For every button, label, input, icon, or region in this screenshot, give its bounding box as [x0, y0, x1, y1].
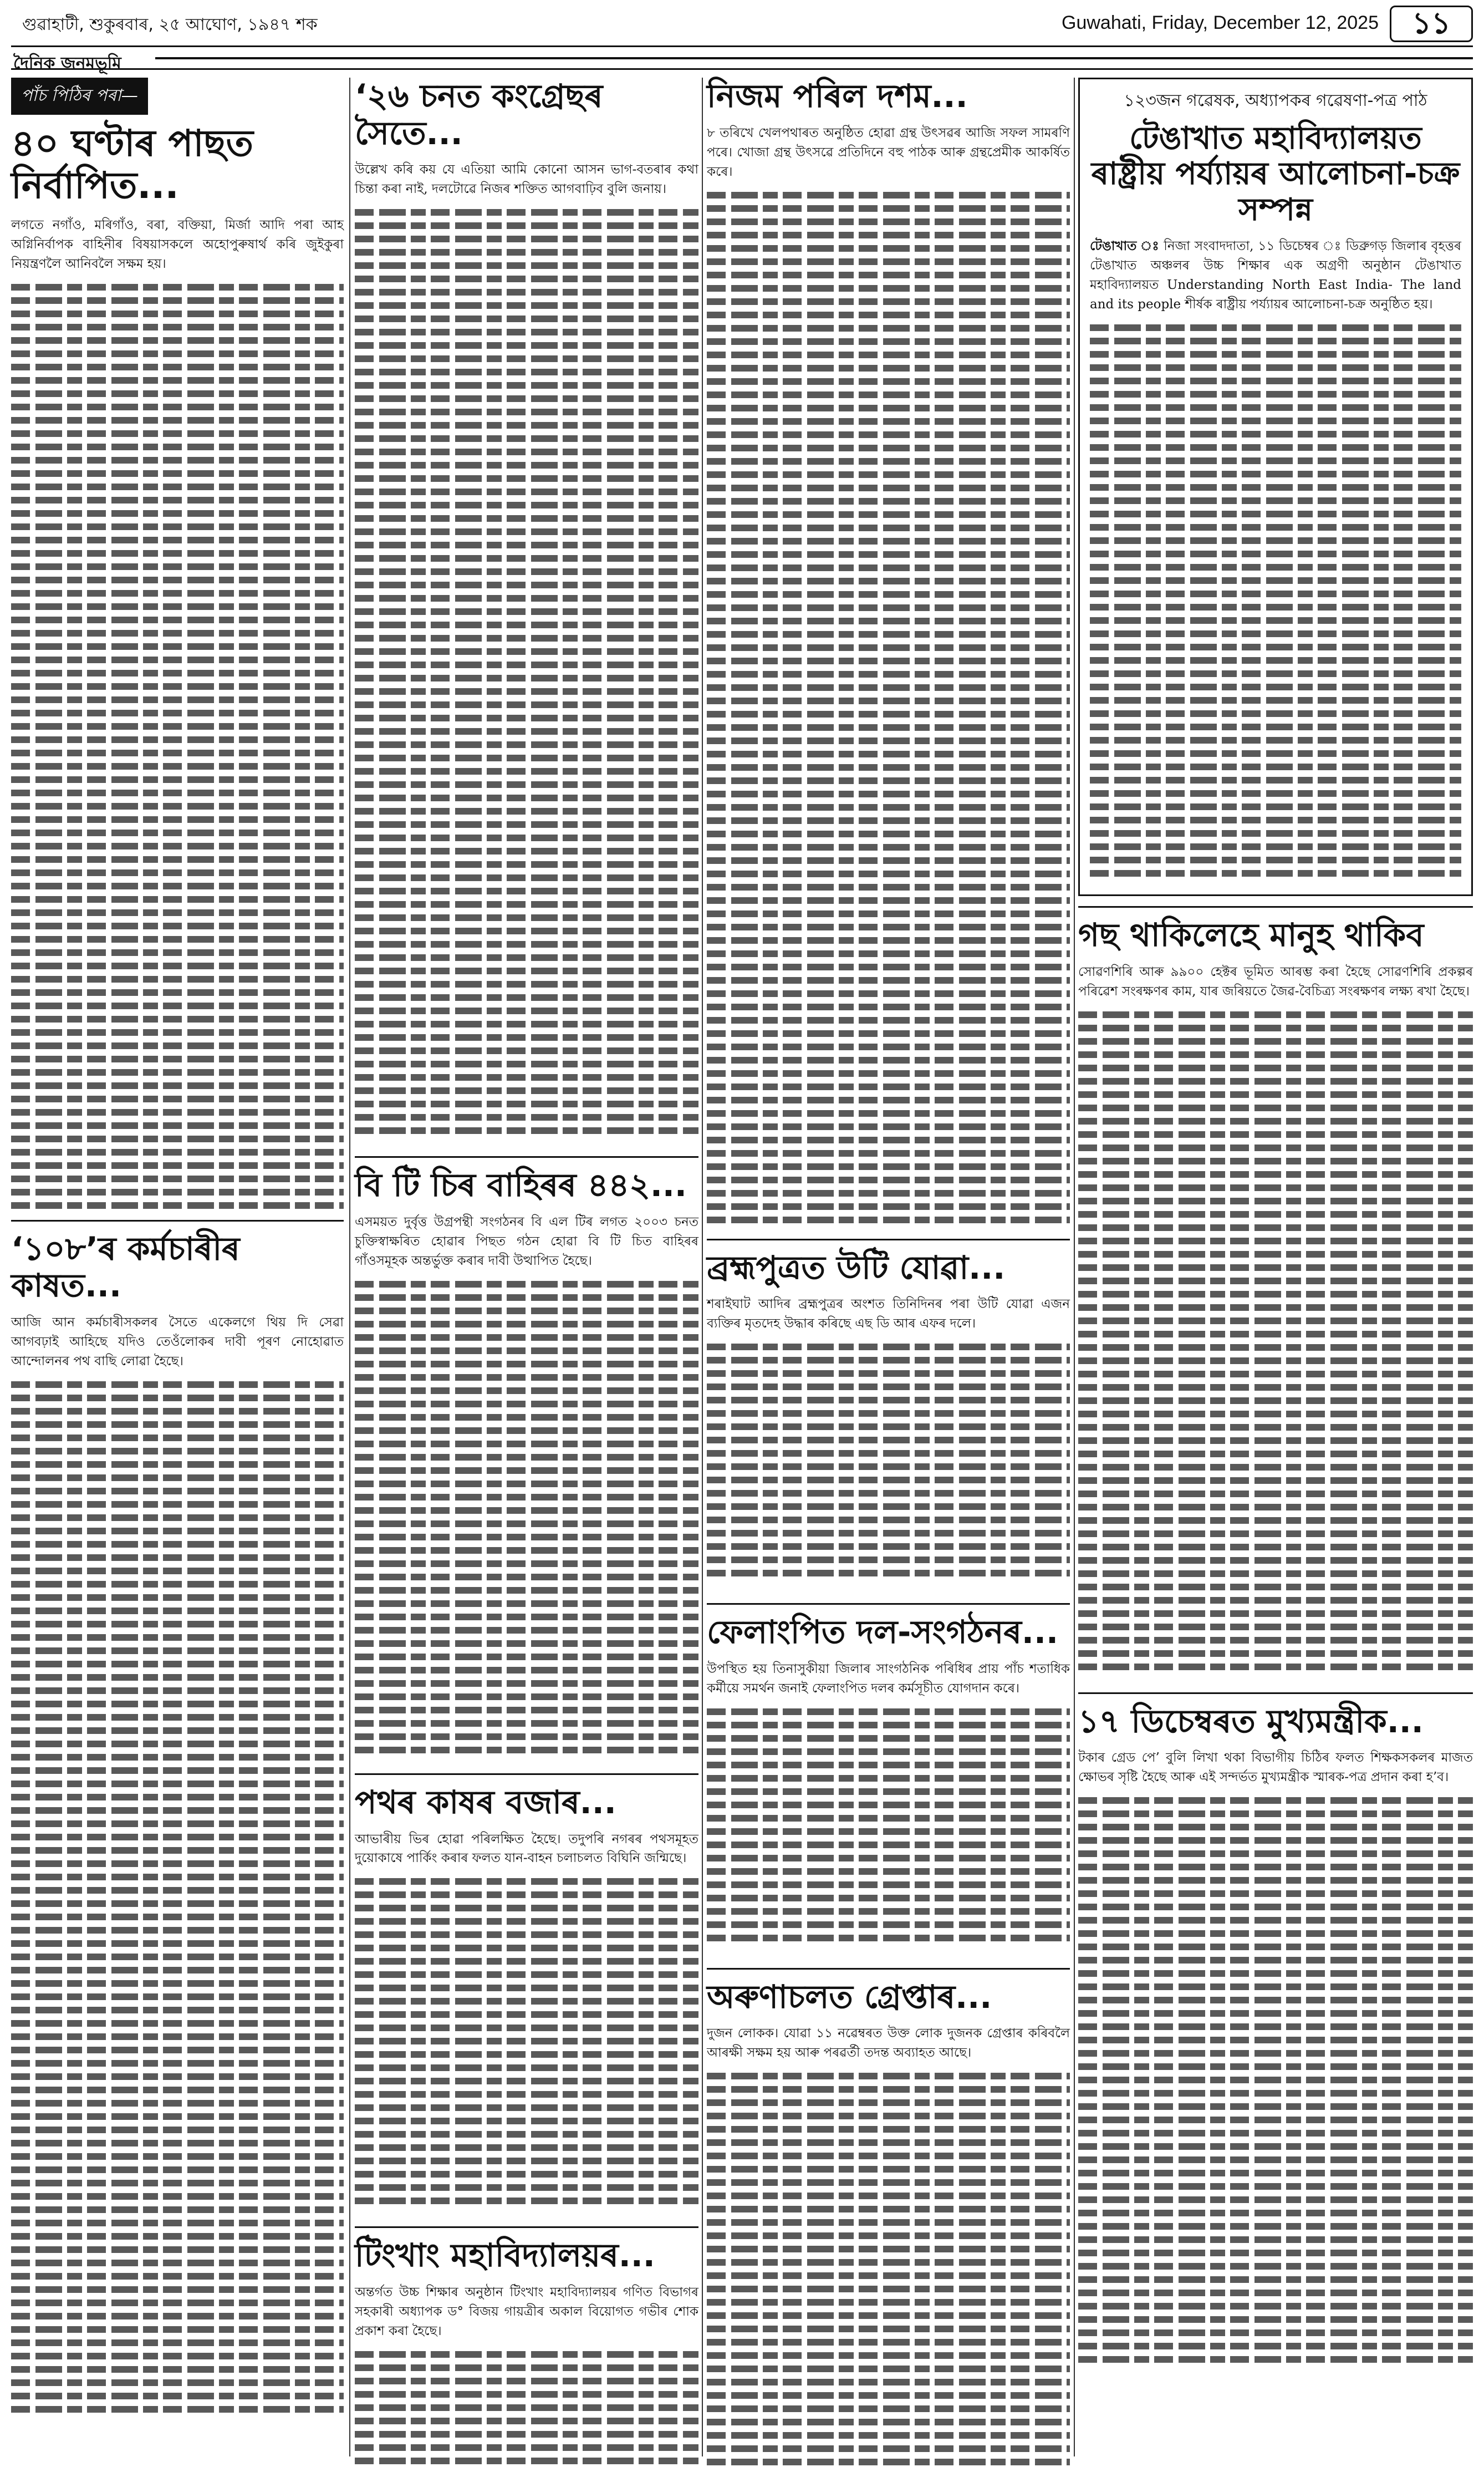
divider [355, 1156, 698, 1158]
article-text [355, 1873, 698, 2216]
headline-book-fair: নিজম পৰিল দশম... [707, 77, 968, 115]
story-body: শৰাইঘাট আদিৰ ব্ৰহ্মপুত্ৰৰ অংশত তিনিদিনৰ পৰা উটি যোৱা এজন ব্যক্তিৰ মৃতদেহ উদ্ধাৰ কৰিছে এছ ডি আৰ এফৰ দলে। [707, 1297, 1070, 1331]
page-number: ১১ [1390, 6, 1473, 42]
story-body: আজি আন কৰ্মচাৰীসকলৰ সৈতে একেলগে থিয় দি সেৱা আগবঢ়াই আহিছে যদিও তেওঁলোকৰ দাবী পূৰণ নোহোৱাত আন্দোলনৰ পথ বাছি লোৱা হৈছে। [11, 1315, 344, 1369]
boxed-story [1078, 78, 1473, 896]
headline-trees: গছ থাকিলেহে মানুহ থাকিব [1078, 915, 1424, 954]
divider [707, 1603, 1070, 1605]
divider [1078, 1692, 1473, 1694]
divider [11, 1220, 344, 1222]
date-local: গুৱাহাটী, শুকুৰবাৰ, ২৫ আঘোণ, ১৯৪৭ শক [22, 15, 318, 34]
date-english: Guwahati, Friday, December 12, 2025 [1062, 12, 1379, 33]
article-text [1078, 1006, 1473, 1682]
article-text [1090, 319, 1461, 884]
story-body: লগতে নগাঁও, মৰিগাঁও, বৰা, বক্তিয়া, মিৰ্জা আদি পৰা আহ অগ্নিনিৰ্বাপক বাহিনীৰ বিষয়াসকলে অহোপুৰুষাৰ্থ কৰি জুইকুৰা নিয়ন্ত্ৰণলৈ আনিবলৈ সক্ষম হয়। [11, 217, 344, 271]
column-divider [349, 78, 350, 2456]
divider [1078, 906, 1473, 908]
story-body: ৮ তৰিখে খেলপথাৰত অনুষ্ঠিত হোৱা গ্ৰন্থ উৎসৱৰ আজি সফল সামৰণি পৰে। খোজা গ্ৰন্থ উৎসৱে প্ৰতিদিনে বহু পাঠক আৰু গ্ৰন্থপ্ৰেমীক আকৰ্ষিত কৰে। [707, 125, 1070, 179]
headline-brahmaputra: ব্ৰহ্মপুত্ৰত উটি যোৱা... [707, 1248, 1006, 1286]
column-divider [1074, 78, 1075, 2456]
headline-fire-extinguished: ৪০ ঘণ্টাৰ পাছত নিৰ্বাপিত... [11, 122, 253, 207]
headline-tinkhong-college: টিংখাং মহাবিদ্যালয়ৰ... [355, 2236, 655, 2275]
divider [355, 2226, 698, 2228]
column-3 [707, 78, 1070, 2467]
divider [355, 1773, 698, 1775]
story-body: দুজন লোকক। যোৱা ১১ নৱেম্বৰত উক্ত লোক দুজনক গ্ৰেপ্তাৰ কৰিবলৈ আৰক্ষী সক্ষম হয় আৰু পৰৱৰ্তী তদন্ত অব্যাহত আছে। [707, 2026, 1070, 2061]
headline-108-staff: ‘১০৮’ৰ কৰ্মচাৰীৰ কাষত... [11, 1229, 240, 1305]
headline-chief-minister: ১৭ ডিচেম্বৰত মুখ্যমন্ত্ৰীক... [1078, 1702, 1424, 1740]
story-body: অন্তৰ্গত উচ্চ শিক্ষাৰ অনুষ্ঠান টিংখাং মহাবিদ্যালয়ৰ গণিত বিভাগৰ সহকাৰী অধ্যাপক ড° বিজয় গায়ত্ৰীৰ অকাল বিয়োগত গভীৰ শোক প্ৰকাশ কৰা হৈছে। [355, 2285, 698, 2339]
divider [707, 1968, 1070, 1970]
headline-felangpi: ফেলাংপিত দল-সংগঠনৰ... [707, 1613, 1059, 1651]
divider [707, 1239, 1070, 1240]
article-text [355, 1275, 698, 1763]
headline-arunachal-arrest: অৰুণাচলত গ্ৰেপ্তাৰ... [707, 1977, 992, 2016]
headline-tengakhat-seminar: টেঙাখাত মহাবিদ্যালয়ত ৰাষ্ট্ৰীয় পৰ্য্যায়ৰ আলোচনা-চক্ৰ সম্পন্ন [1091, 120, 1460, 228]
article-text [355, 204, 698, 1146]
article-text [707, 1338, 1070, 1593]
column-2 [355, 78, 698, 2467]
continued-kicker: পাঁচ পিঠিৰ পৰা— [11, 78, 148, 115]
story-body: নিজা সংবাদদাতা, ১১ ডিচেম্বৰ ঃ ডিব্ৰুগড় জিলাৰ বৃহত্তৰ টেঙাখাত অঞ্চলৰ উচ্চ শিক্ষাৰ এক অগ্ৰণী অনুষ্ঠান টেঙাখাত মহাবিদ্যালয়ত Understanding North East India- The land and its people শীৰ্ষক ৰাষ্ট্ৰীয় পৰ্য্যায়ৰ আলোচনা-চক্ৰ অনুষ্ঠিত হয়। [1090, 239, 1461, 312]
story-body: উপস্থিত হয় তিনাসুকীয়া জিলাৰ সাংগঠনিক পৰিধিৰ প্ৰায় পাঁচ শতাধিক কৰ্মীয়ে সমৰ্থন জনাই ফেলাংপিত দলৰ কৰ্মসূচীত যোগদান কৰে। [707, 1661, 1070, 1696]
story-body: সোৱণশিৰি আৰু ৯৯০০ হেক্টৰ ভূমিত আৰম্ভ কৰা হৈছে সোৱণশিৰি প্ৰকল্পৰ পৰিৱেশ সংৰক্ষণৰ কাম, যাৰ জৰিয়তে জৈৱ-বৈচিত্ৰ্য সংৰক্ষণৰ লক্ষ্য ৰখা হৈছে। [1078, 964, 1473, 999]
story-body: আভাৰীয় ভিৰ হোৱা পৰিলক্ষিত হৈছে। তদুপৰি নগৰৰ পথসমূহত দুয়োকাষে পাৰ্কিং কৰাৰ ফলত যান-বাহন চলাচলত বিঘিনি জন্মিছে। [355, 1832, 698, 1866]
dateline: টেঙাখাত ঃ [1090, 238, 1160, 254]
masthead-rule [11, 45, 1473, 70]
story-body: টকাৰ গ্ৰেড পে’ বুলি লিখা থকা বিভাগীয় চিঠিৰ ফলত শিক্ষকসকলৰ মাজত ক্ষোভৰ সৃষ্টি হৈছে আৰু এই সন্দৰ্ভত মুখ্যমন্ত্ৰীক স্মাৰক-পত্ৰ প্ৰদান কৰা হ’ব। [1078, 1751, 1473, 1785]
headline-roadside-market: পথৰ কাষৰ বজাৰ... [355, 1783, 616, 1821]
column-divider [702, 78, 703, 2456]
article-text [707, 2067, 1070, 2467]
headline-congress-2026: ‘২৬ চনত কংগ্ৰেছৰ সৈতে... [355, 77, 603, 152]
paper-name: দৈনিক জনমভূমি [13, 54, 121, 73]
article-text [11, 278, 344, 1210]
box-subhead: ১২৩জন গৱেষক, অধ্যাপকৰ গৱেষণা-পত্ৰ পাঠ [1124, 91, 1427, 110]
article-text [707, 186, 1070, 1229]
headline-btc-442: বি টি চিৰ বাহিৰৰ ৪৪২... [355, 1166, 687, 1204]
article-text [1078, 1792, 1473, 2379]
story-body: এসময়ত দুৰ্বৃত্ত উগ্ৰপন্থী সংগঠনৰ বি এল টিৰ লগত ২০০৩ চনত চুক্তিস্বাক্ষৰিত হোৱাৰ পিছত গঠন হোৱা বি টি চিত বাহিৰৰ গাঁওসমূহক অন্তৰ্ভুক্ত কৰাৰ দাবী উত্থাপিত হৈছে। [355, 1214, 698, 1268]
column-1 [11, 78, 344, 2418]
article-text [707, 1703, 1070, 1958]
story-body: উল্লেখ কৰি কয় যে এতিয়া আমি কোনো আসন ভাগ-বতৰাৰ কথা চিন্তা কৰা নাই, দলটোৱে নিজৰ শক্তিত আগবাঢ়িব বুলি জনায়। [355, 162, 698, 197]
article-text [11, 1376, 344, 2418]
article-text [355, 2346, 698, 2467]
masthead [11, 4, 1473, 43]
column-4 [1078, 78, 1473, 2379]
